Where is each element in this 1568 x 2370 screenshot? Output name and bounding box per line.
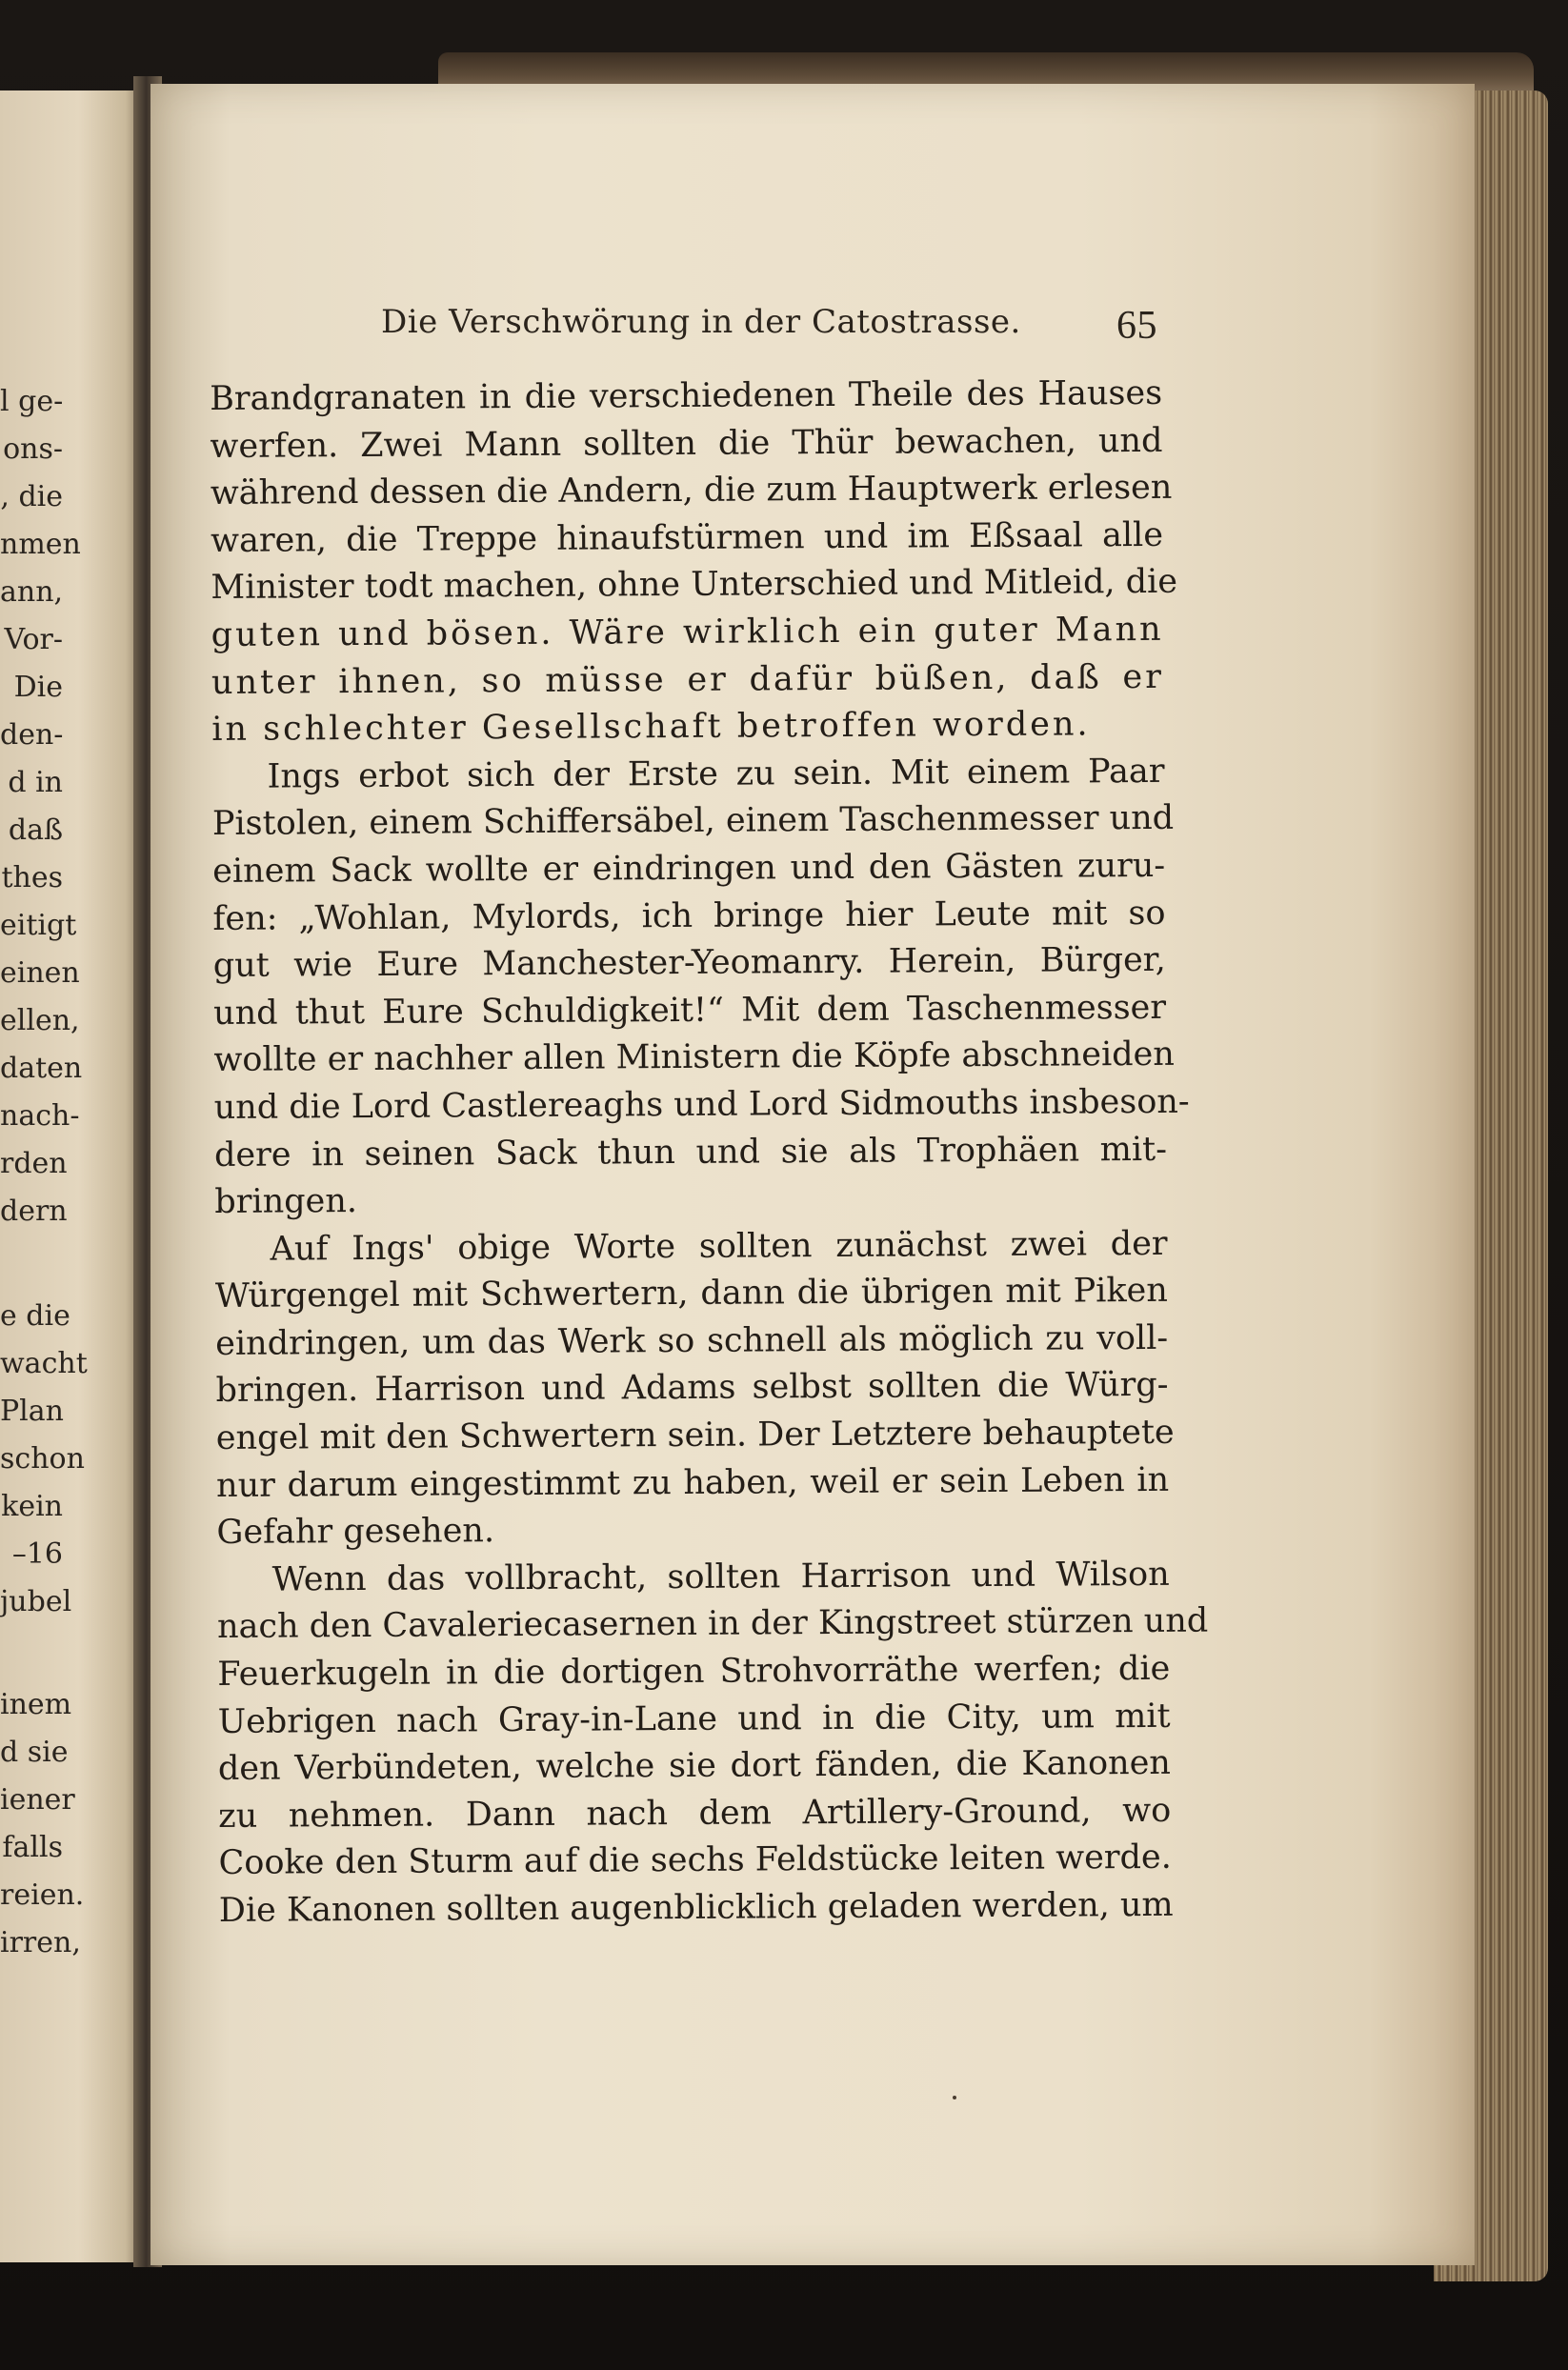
text-line: werfen. Zwei Mann sollten die Thür bewachen, und <box>210 421 1163 466</box>
left-fragment: d in <box>8 766 63 799</box>
text-line: Auf Ings' obige Worte sollten zunächst zwei der <box>270 1224 1168 1269</box>
left-fragment: dern <box>0 1195 68 1228</box>
text-line: einem Sack wollte er eindringen und den Gästen zuru- <box>212 846 1166 891</box>
page-number: 65 <box>1116 304 1157 348</box>
text-line: Wenn das vollbracht, sollten Harrison und Wilson <box>271 1555 1170 1599</box>
left-fragment: d sie <box>0 1736 69 1769</box>
text-line: engel mit den Schwertern sein. Der Letztere behauptete <box>215 1413 1175 1458</box>
text-line: Pistolen, einem Schiffersäbel, einem Taschenmesser und <box>211 799 1175 844</box>
text-line: Gefahr gesehen. <box>216 1512 495 1553</box>
left-fragment: inem <box>0 1688 72 1721</box>
left-fragment: den- <box>0 718 64 752</box>
left-fragment: iener <box>0 1783 75 1817</box>
text-line: unter ihnen, so müsse er dafür büßen, daß er <box>211 657 1165 702</box>
text-line: bringen. <box>214 1182 358 1222</box>
text-line: waren, die Treppe hinaufstürmen und im Eßsaal alle <box>210 515 1164 560</box>
left-fragment: , die <box>0 480 63 513</box>
left-fragment: ann, <box>0 575 64 609</box>
left-fragment: eitigt <box>0 909 77 942</box>
left-fragment: thes <box>1 861 63 894</box>
left-fragment: kein <box>1 1490 63 1523</box>
text-line: Die Kanonen sollten augenblicklich geladen werden, um <box>218 1885 1174 1930</box>
text-line: Brandgranaten in die verschiedenen Theile des Hauses <box>210 373 1163 418</box>
text-line: Ings erbot sich der Erste zu sein. Mit einem Paar <box>267 752 1165 796</box>
paper-speck <box>953 2096 956 2099</box>
left-fragment: nmen <box>0 528 81 561</box>
running-header <box>381 303 1162 348</box>
text-line: Feuerkugeln in die dortigen Strohvorräthe werfen; die <box>217 1649 1171 1695</box>
left-fragment: Vor- <box>4 623 63 656</box>
body-text <box>210 371 1209 1936</box>
left-fragment: einen <box>0 956 80 990</box>
left-fragment: daten <box>0 1052 83 1085</box>
text-line: eindringen, um das Werk so schnell als möglich zu voll- <box>215 1318 1169 1363</box>
text-line: Minister todt machen, ohne Unterschied und Mitleid, die <box>211 563 1178 608</box>
left-fragment: ons- <box>3 432 63 466</box>
left-fragment: Plan <box>0 1395 64 1428</box>
text-line: wollte er nachher allen Ministern die Köpfe abschneiden <box>213 1035 1175 1080</box>
left-fragment: Die <box>13 671 63 704</box>
text-line: nach den Cavaleriecasernen in der Kingstreet stürzen und <box>216 1602 1209 1647</box>
text-line: und die Lord Castlereaghs und Lord Sidmouths insbeson- <box>213 1082 1190 1127</box>
text-line: Würgengel mit Schwertern, dann die übrigen mit Piken <box>214 1272 1169 1316</box>
text-line: und thut Eure Schuldigkeit!“ Mit dem Taschenmesser <box>212 988 1167 1033</box>
text-line: gut wie Eure Manchester-Yeomanry. Herein, Bürger, <box>212 941 1166 986</box>
left-fragment: jubel <box>0 1585 72 1618</box>
left-fragment: daß <box>8 813 63 847</box>
left-fragment: falls <box>2 1831 63 1864</box>
left-fragment: reien. <box>0 1878 85 1912</box>
text-line: dere in seinen Sack thun und sie als Trophäen mit- <box>213 1130 1168 1175</box>
left-fragment: irren, <box>0 1926 81 1959</box>
text-line: guten und bösen. Wäre wirklich ein guter Mann <box>211 610 1164 654</box>
left-fragment: –16 <box>11 1537 63 1571</box>
text-line: Uebrigen nach Gray-in-Lane und in die City, um mit <box>217 1697 1171 1741</box>
text-line: während dessen die Andern, die zum Hauptwerk erlesen <box>210 469 1173 513</box>
left-fragment: nach- <box>0 1099 80 1133</box>
left-fragment: schon <box>0 1442 85 1476</box>
running-title: Die Verschwörung in der Catostrasse. <box>381 303 1021 341</box>
left-fragment: rden <box>0 1147 68 1180</box>
left-fragment: l ge- <box>0 385 64 418</box>
text-line: bringen. Harrison und Adams selbst sollten die Würg- <box>215 1366 1169 1411</box>
left-fragment: ellen, <box>0 1004 80 1037</box>
text-line: nur darum eingestimmt zu haben, weil er sein Leben in <box>215 1460 1170 1505</box>
text-line: zu nehmen. Dann nach dem Artillery-Ground, wo <box>218 1791 1172 1836</box>
left-page <box>0 90 143 2262</box>
text-line: Cooke den Sturm auf die sechs Feldstücke leiten werde. <box>218 1838 1172 1883</box>
left-fragment: wacht <box>0 1347 88 1380</box>
text-line: den Verbündeten, welche sie dort fänden, die Kanonen <box>217 1744 1172 1789</box>
left-fragment: e die <box>0 1299 70 1333</box>
text-line: fen: „Wohlan, Mylords, ich bringe hier Leute mit so <box>212 894 1166 938</box>
text-line: in schlechter Gesellschaft betroffen worden. <box>211 705 1091 750</box>
